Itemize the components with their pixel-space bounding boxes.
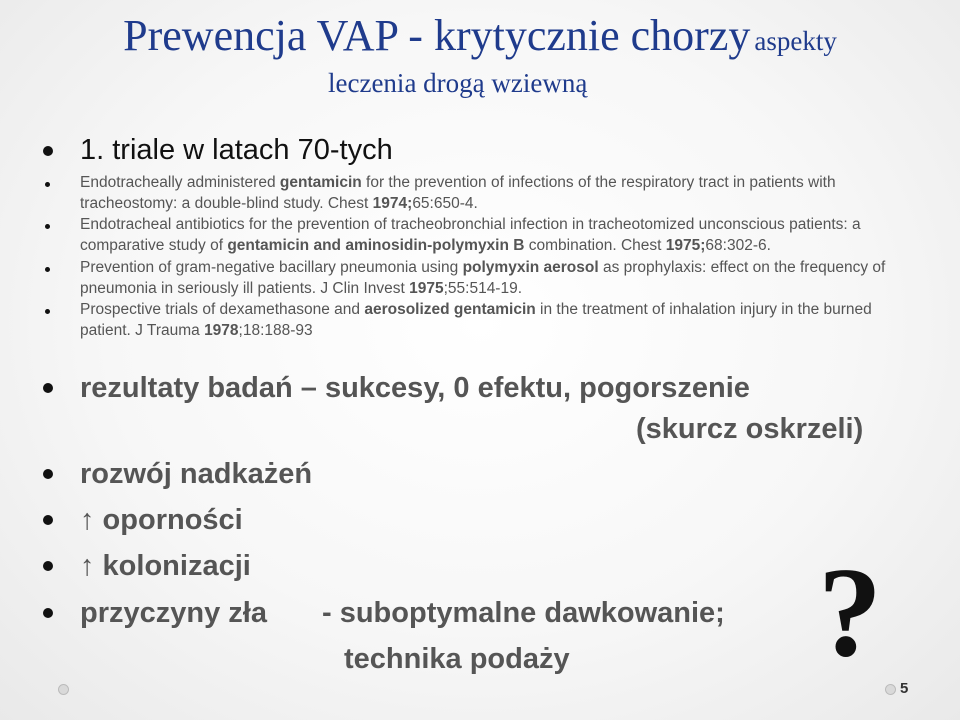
slide-title-line2: leczenia drogą wziewną [328,68,588,98]
study-year: 1975; [665,237,706,254]
study-text: Prevention of gram-negative bacillary pneumonia using [80,259,463,276]
bullet-dot [43,383,53,393]
study-item [80,214,920,256]
slide-title-small: aspekty [754,26,837,56]
resistance-item: ↑ oporności [80,504,243,536]
bullet-dot [43,561,53,571]
decorative-circle-icon [58,684,69,695]
study-text: combination. Chest [524,237,666,254]
bullet-dot [45,309,50,314]
study-text: Prospective trials of dexamethasone and [80,301,365,318]
causes-dosing: - suboptymalne dawkowanie; [322,597,725,629]
page-number: 5 [900,680,909,697]
decorative-circle-icon [885,684,896,695]
bullet-dot [45,182,50,187]
study-drug: gentamicin [279,174,362,191]
question-mark: ? [818,541,882,683]
study-drug: aerosolized gentamicin [364,301,536,318]
study-item [80,172,920,214]
study-citation: 65:650-4. [412,195,478,212]
bullet-dot [43,608,53,618]
bullet-dot [43,469,53,479]
slide-title-main: Prewencja VAP - krytycznie chorzy [123,11,751,60]
study-citation: ;55:514-19. [443,280,523,297]
study-year: 1974; [372,195,413,212]
bullet-dot [45,224,50,229]
causes-technique: technika podaży [344,643,570,675]
superinfection-item: rozwój nadkażeń [80,458,313,490]
study-text: as prophylaxis: effect on the frequency of pneumonia in seriously ill patients. J Clin Invest [80,259,886,297]
study-item [80,299,920,341]
study-text: Endotracheal antibiotics for the prevention of tracheobronchial infection in tracheotomized unconscious patients: a comparative study of [80,216,861,254]
section-heading: 1. triale w latach 70-tych [80,134,393,166]
study-text: Endotracheally administered [80,174,280,191]
bullet-dot [43,515,53,525]
results-line: rezultaty badań – sukcesy, 0 efektu, pogorszenie [80,372,750,404]
study-drug: polymyxin aerosol [462,259,599,276]
study-text: for the prevention of infections of the respiratory tract in patients with tracheostomy: a double-blind study. Chest [80,174,836,212]
study-year: 1975 [409,280,444,297]
results-line-2: (skurcz oskrzeli) [636,413,864,445]
study-drug: gentamicin and aminosidin-polymyxin B [227,237,525,254]
causes-label: przyczyny zła [80,597,267,629]
study-text: in the treatment of inhalation injury in the burned patient. J Trauma [80,301,872,339]
study-item [80,257,920,299]
bullet-dot [45,267,50,272]
study-citation: 68:302-6. [705,237,771,254]
slide-title [0,11,960,60]
study-citation: ;18:188-93 [238,322,313,339]
colonization-item: ↑ kolonizacji [80,550,251,582]
bullet-dot [43,146,53,156]
study-year: 1978 [204,322,239,339]
